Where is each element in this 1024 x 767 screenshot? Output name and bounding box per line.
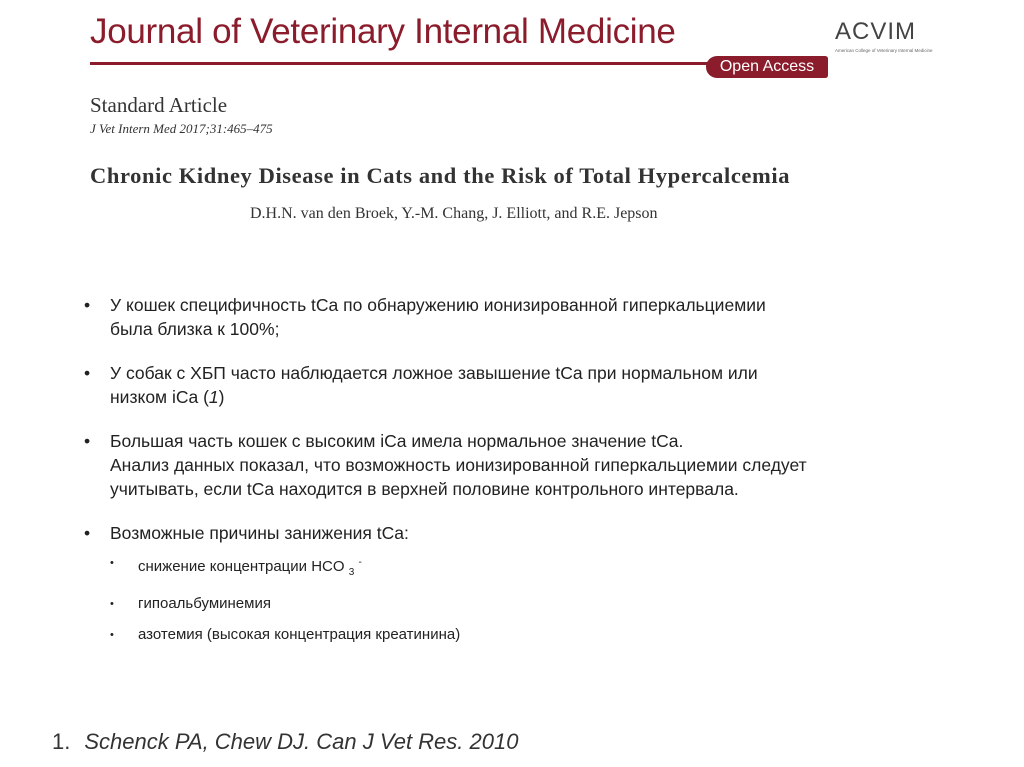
sub-bullet-item: • гипоальбуминемия	[110, 595, 271, 612]
sub-bullet-icon: •	[110, 598, 114, 610]
bullet-item	[84, 429, 984, 501]
open-access-badge: Open Access	[706, 56, 828, 78]
sub-bullet-list	[84, 553, 984, 645]
bullet-line: Анализ данных показал, что возможность ионизированной гиперкальциемии следует	[110, 455, 807, 475]
bullet-line: учитывать, если tCa находится в верхней половине контрольного интервала.	[110, 479, 739, 499]
bullet-icon: •	[84, 431, 91, 451]
paper-authors: D.H.N. van den Broek, Y.-M. Chang, J. Elliott, and R.E. Jepson	[250, 205, 658, 222]
sub-bullet-item: • азотемия (высокая концентрация креатинина)	[110, 626, 461, 643]
acvim-logo-text: ACVIM	[835, 18, 917, 45]
bullet-line: У собак с ХБП часто наблюдается ложное завышение tCa при нормальном или	[110, 363, 758, 383]
bullet-line: У кошек специфичность tCa по обнаружению ионизированной гиперкальциемии	[110, 295, 766, 315]
bullet-item	[84, 361, 984, 409]
journal-header-rule	[90, 62, 708, 65]
reference-number: 1	[208, 387, 219, 407]
bullet-line: Большая часть кошек с высоким iCa имела нормальное значение tCa.	[110, 431, 684, 451]
footnote-number: 1.	[52, 729, 71, 754]
acvim-logo	[835, 18, 933, 60]
sub-bullet-item: • снижение концентрации HCO $_3$ -	[84, 553, 984, 583]
bullet-icon: •	[84, 523, 91, 543]
bullet-item	[84, 293, 984, 341]
bullet-line: Возможные причины занижения tCa:	[110, 523, 409, 543]
bullet-line: низком iCa (1)	[110, 387, 225, 407]
bullet-list	[84, 293, 984, 656]
footnote-reference	[52, 729, 518, 755]
paper-title: Chronic Kidney Disease in Cats and the Risk of Total Hypercalcemia	[90, 163, 791, 188]
bullet-icon: •	[84, 363, 91, 383]
sub-bullet-icon: •	[110, 629, 114, 641]
journal-title: Journal of Veterinary Internal Medicine	[90, 12, 676, 51]
acvim-logo-subtitle: American College of Veterinary Internal Medicine	[835, 48, 933, 53]
bullet-item	[84, 521, 984, 545]
article-type: Standard Article	[90, 93, 228, 117]
sub-bullet-icon: •	[110, 557, 114, 569]
footnote-text: Schenck PA, Chew DJ. Can J Vet Res. 2010	[84, 729, 519, 754]
bullet-icon: •	[84, 295, 91, 315]
bullet-line: была близка к 100%;	[110, 319, 280, 339]
article-citation: J Vet Intern Med 2017;31:465–475	[90, 121, 273, 136]
